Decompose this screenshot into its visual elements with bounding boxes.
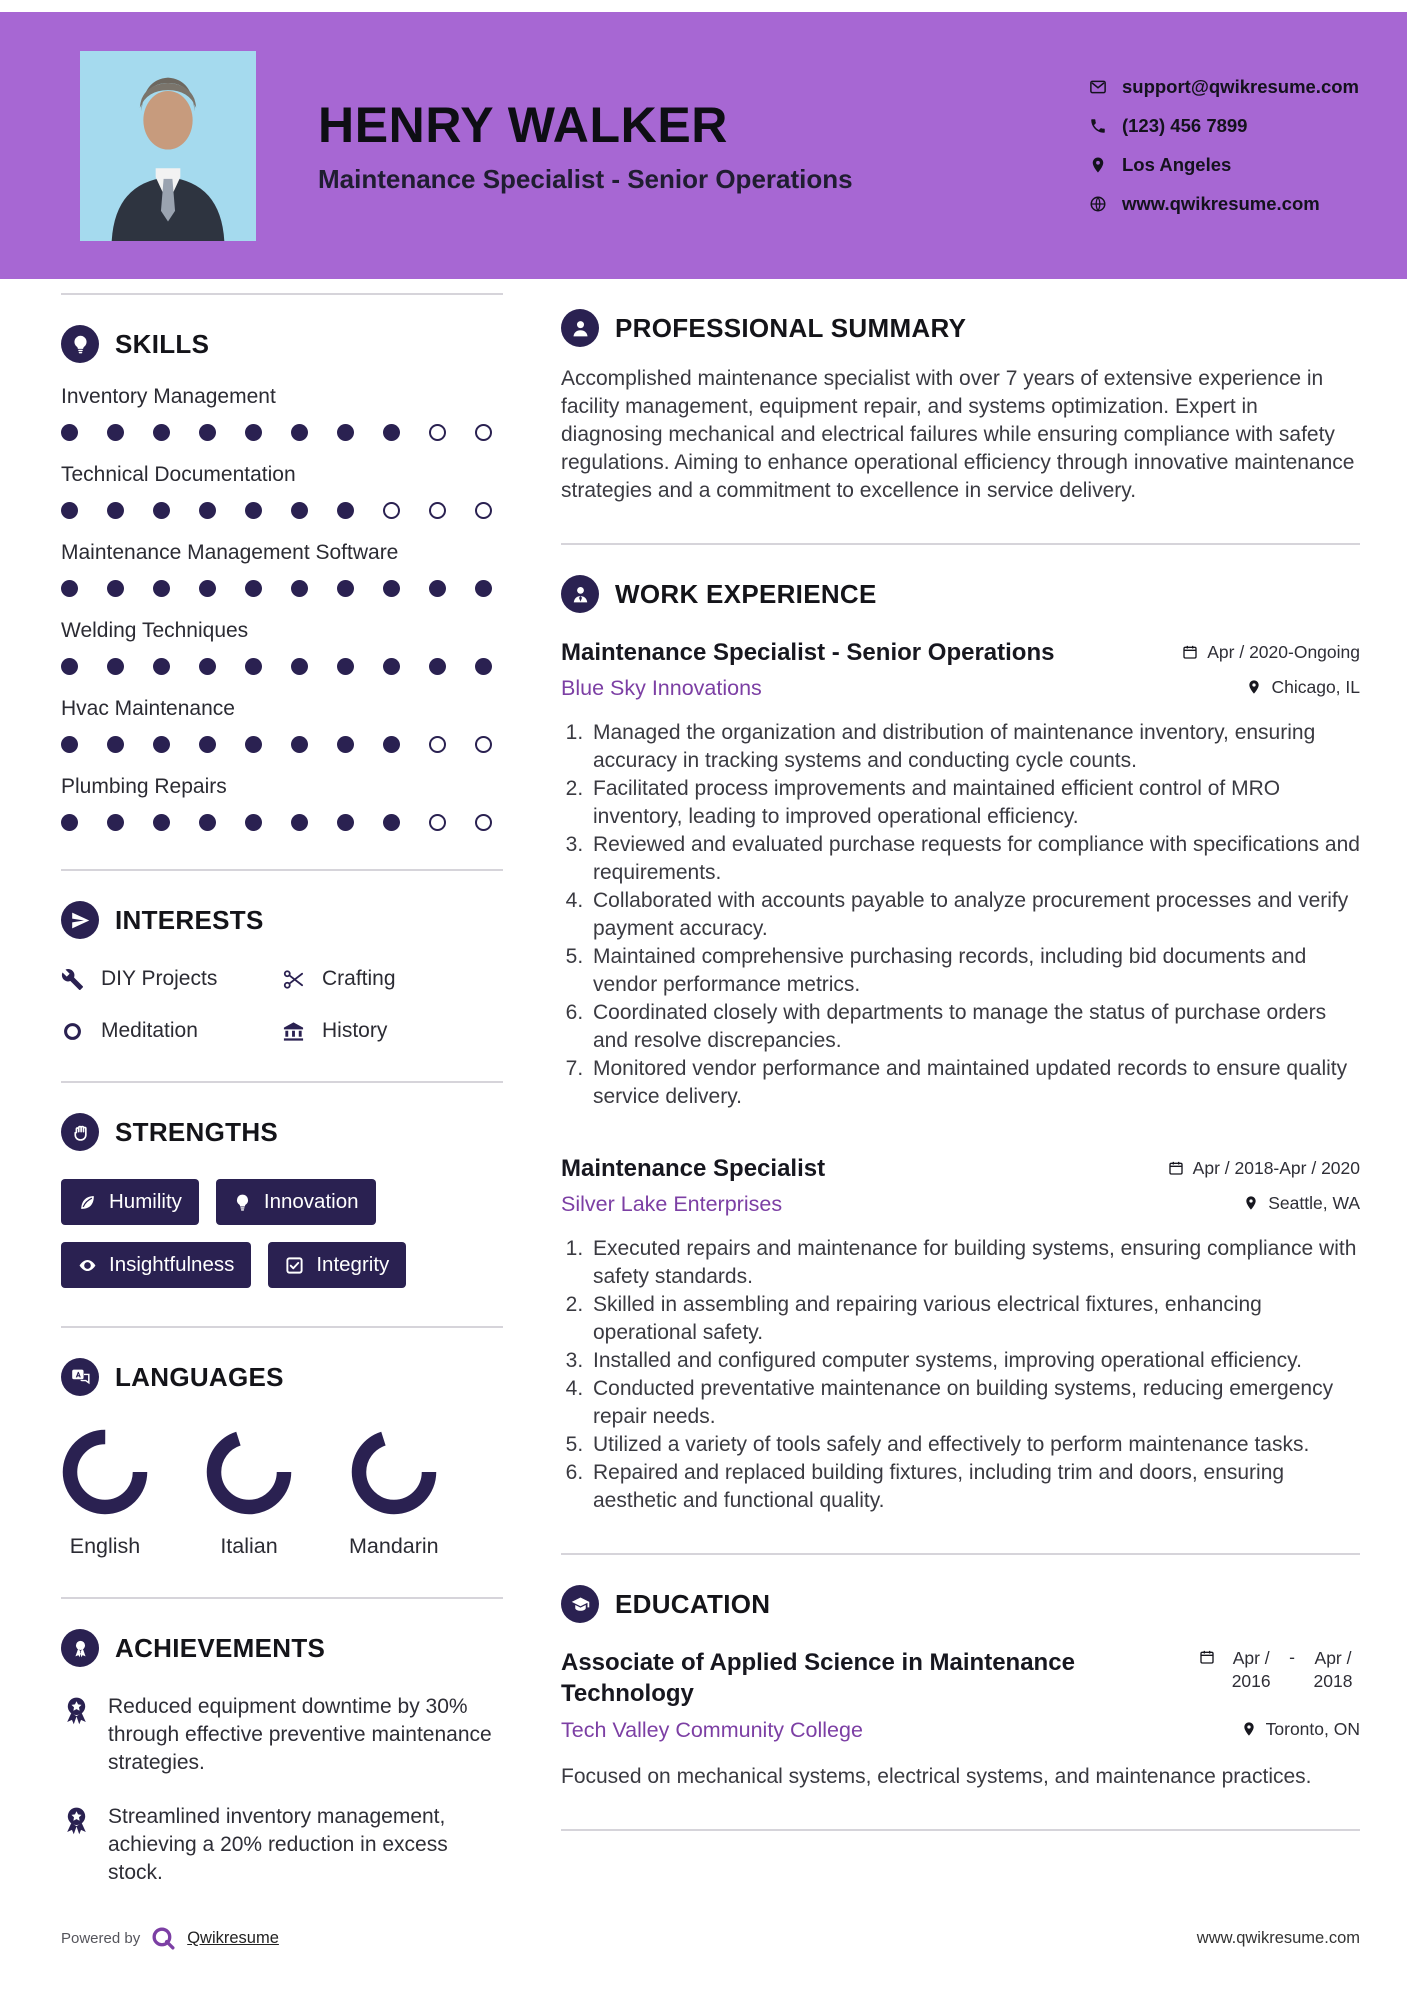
language-label: Mandarin <box>349 1534 439 1558</box>
skill-rating-dot <box>61 658 78 675</box>
skill-rating <box>61 580 503 597</box>
skill-item <box>61 775 503 831</box>
skill-rating <box>61 814 503 831</box>
contact-row <box>1089 154 1359 176</box>
skill-rating-dot <box>291 502 308 519</box>
job-bullet: 4. Conducted preventative maintenance on building systems, reducing emergency repair needs. <box>589 1375 1360 1431</box>
skill-item <box>61 619 503 675</box>
skill-rating-dot <box>245 580 262 597</box>
skill-item <box>61 385 503 441</box>
skill-rating-dot <box>107 736 124 753</box>
sidebar <box>61 279 503 1990</box>
divider <box>61 869 503 871</box>
skill-rating-dot <box>153 424 170 441</box>
education-location: Toronto, ON <box>1241 1719 1360 1740</box>
bank-icon <box>282 1020 305 1043</box>
footer <box>61 1925 1360 1952</box>
skill-label: Technical Documentation <box>61 463 296 486</box>
skill-rating-dot <box>291 580 308 597</box>
skills-header <box>61 325 503 363</box>
education-dates <box>1199 1647 1360 1693</box>
language-icon <box>61 1358 99 1396</box>
language-item <box>349 1428 439 1559</box>
strength-badge <box>61 1242 251 1288</box>
job-bullet: 1. Executed repairs and maintenance for building systems, ensuring compliance with safety standards. <box>589 1235 1360 1291</box>
education-date-start: Apr / 2016 <box>1231 1648 1271 1691</box>
skill-rating-dot <box>429 424 446 441</box>
job-bullet: 4. Collaborated with accounts payable to analyze procurement processes and verify payment accuracy. <box>589 887 1360 943</box>
contact-row <box>1089 193 1359 215</box>
contact-text: support@qwikresume.com <box>1121 76 1359 97</box>
main-column <box>561 279 1360 1990</box>
interests-section <box>61 901 503 1043</box>
wrench-icon <box>61 968 84 991</box>
degree-title: Associate of Applied Science in Maintenance Technology <box>561 1649 1075 1707</box>
location-icon <box>1089 156 1107 174</box>
skill-rating-dot <box>199 814 216 831</box>
strength-label: Innovation <box>263 1190 359 1213</box>
language-level-ring <box>205 1428 293 1516</box>
job-sub-row <box>561 1192 1360 1217</box>
paper-plane-icon <box>61 901 99 939</box>
person-icon <box>561 309 599 347</box>
divider <box>61 1081 503 1083</box>
skill-rating-dot <box>61 502 78 519</box>
skill-rating-dot <box>383 658 400 675</box>
person-tie-icon <box>561 575 599 613</box>
skill-rating-dot <box>383 424 400 441</box>
skill-rating-dot <box>429 658 446 675</box>
job-bullet: 1. Managed the organization and distribution of maintenance inventory, ensuring accuracy in tracking systems and conducting cycle counts. <box>589 719 1360 775</box>
skill-rating-dot <box>337 736 354 753</box>
skill-rating <box>61 658 503 675</box>
job-bullet: 6. Repaired and replaced building fixtures, including trim and doors, ensuring aesthetic and functional quality. <box>589 1459 1360 1515</box>
skill-rating-dot <box>291 814 308 831</box>
skill-rating-dot <box>475 502 492 519</box>
skill-rating-dot <box>291 424 308 441</box>
strengths-section <box>61 1113 503 1288</box>
skill-label: Maintenance Management Software <box>61 541 399 564</box>
language-level-ring <box>350 1428 438 1516</box>
education-title: EDUCATION <box>615 1588 771 1619</box>
date-separator: - <box>1289 1647 1295 1667</box>
skill-rating <box>61 502 503 519</box>
pin-icon <box>1241 1721 1257 1737</box>
job-role: Maintenance Specialist - Senior Operations <box>561 639 1055 666</box>
skill-rating-dot <box>61 580 78 597</box>
achievement-item <box>61 1803 503 1887</box>
badge-star-icon <box>61 1805 92 1887</box>
skill-rating-dot <box>153 658 170 675</box>
job-location: Chicago, IL <box>1246 677 1360 698</box>
education-top-row <box>561 1647 1360 1709</box>
education-section <box>561 1585 1360 1791</box>
job-bullet: 3. Reviewed and evaluated purchase requests for compliance with specifications and requirements. <box>589 831 1360 887</box>
achievement-text: Reduced equipment downtime by 30% through effective preventive maintenance strategies. <box>108 1695 492 1774</box>
job-company: Silver Lake Enterprises <box>561 1192 783 1216</box>
identity-block <box>318 96 853 195</box>
job-dates: Apr / 2020-Ongoing <box>1182 642 1360 663</box>
job-bullet: 5. Maintained comprehensive purchasing records, including bid documents and vendor performance metrics. <box>589 943 1360 999</box>
strengths-header <box>61 1113 503 1151</box>
contact-text: www.qwikresume.com <box>1121 193 1320 214</box>
person-title: Maintenance Specialist - Senior Operations <box>318 164 853 194</box>
achievements-list <box>61 1693 503 1887</box>
qwikresume-link[interactable]: Qwikresume <box>187 1929 279 1947</box>
skill-rating-dot <box>475 814 492 831</box>
job-role: Maintenance Specialist <box>561 1155 826 1182</box>
interests-title: INTERESTS <box>115 904 264 935</box>
education-date-end: Apr / 2018 <box>1313 1648 1353 1691</box>
bulb-icon <box>61 325 99 363</box>
badge-star-icon <box>61 1695 92 1777</box>
languages-list <box>61 1428 503 1559</box>
scissors-icon <box>282 968 305 991</box>
skill-rating-dot <box>383 580 400 597</box>
interest-label: History <box>322 1019 388 1042</box>
job-bullet: 6. Coordinated closely with departments to manage the status of purchase orders and resolve discrepancies. <box>589 999 1360 1055</box>
language-label: Italian <box>220 1534 278 1558</box>
job-top-row <box>561 639 1360 667</box>
strength-label: Integrity <box>316 1253 390 1276</box>
skill-rating <box>61 736 503 753</box>
divider <box>61 1597 503 1599</box>
header-band <box>0 12 1407 279</box>
skill-rating-dot <box>245 658 262 675</box>
skill-item <box>61 541 503 597</box>
language-level-ring <box>61 1428 149 1516</box>
skill-label: Inventory Management <box>61 385 276 408</box>
job-bullet: 3. Installed and configured computer systems, improving operational efficiency. <box>589 1347 1360 1375</box>
skill-rating-dot <box>199 580 216 597</box>
interest-label: Meditation <box>101 1019 198 1042</box>
education-header <box>561 1585 1360 1623</box>
globe-icon <box>1089 195 1107 213</box>
achievements-header <box>61 1629 503 1667</box>
languages-title: LANGUAGES <box>115 1361 284 1392</box>
skill-label: Plumbing Repairs <box>61 775 227 798</box>
skill-rating-dot <box>153 814 170 831</box>
avatar <box>80 51 256 241</box>
interest-item <box>282 967 503 991</box>
skill-rating-dot <box>245 502 262 519</box>
language-item <box>205 1428 293 1559</box>
skill-rating-dot <box>429 736 446 753</box>
skill-rating-dot <box>337 658 354 675</box>
skill-rating-dot <box>153 580 170 597</box>
skills-list <box>61 385 503 831</box>
ring-icon <box>61 1020 84 1043</box>
interest-item <box>282 1019 503 1043</box>
job-company: Blue Sky Innovations <box>561 676 762 700</box>
skill-rating-dot <box>61 736 78 753</box>
strengths-list <box>61 1179 503 1288</box>
contact-block <box>1089 76 1359 215</box>
skill-rating-dot <box>245 814 262 831</box>
person-name: HENRY WALKER <box>318 97 729 153</box>
pin-icon <box>1243 1195 1259 1211</box>
profile-photo <box>80 51 256 241</box>
summary-section <box>561 309 1360 505</box>
skill-rating-dot <box>199 736 216 753</box>
divider <box>61 293 503 295</box>
language-item <box>61 1428 149 1559</box>
skill-rating-dot <box>337 580 354 597</box>
strength-badge <box>268 1242 406 1288</box>
skill-label: Welding Techniques <box>61 619 249 642</box>
skill-rating-dot <box>383 814 400 831</box>
check-square-icon <box>285 1256 304 1275</box>
skill-rating-dot <box>383 736 400 753</box>
skill-rating-dot <box>475 658 492 675</box>
email-icon <box>1089 78 1107 96</box>
skill-rating-dot <box>291 658 308 675</box>
skill-rating-dot <box>383 502 400 519</box>
experience-section <box>561 575 1360 1515</box>
qwikresume-logo-icon <box>150 1925 177 1952</box>
skill-item <box>61 697 503 753</box>
skill-rating-dot <box>337 424 354 441</box>
school-name: Tech Valley Community College <box>561 1718 863 1742</box>
job-top-row <box>561 1155 1360 1183</box>
skill-rating-dot <box>429 502 446 519</box>
interest-label: Crafting <box>322 967 396 990</box>
job-bullets <box>561 1235 1360 1515</box>
skill-rating-dot <box>245 424 262 441</box>
job-entry <box>561 639 1360 1111</box>
summary-title: PROFESSIONAL SUMMARY <box>615 312 967 343</box>
skill-rating-dot <box>199 502 216 519</box>
job-sub-row <box>561 676 1360 701</box>
skill-rating <box>61 424 503 441</box>
contact-text: Los Angeles <box>1121 154 1232 175</box>
strength-label: Humility <box>109 1190 182 1213</box>
skill-rating-dot <box>107 424 124 441</box>
strengths-title: STRENGTHS <box>115 1116 279 1147</box>
skill-rating-dot <box>429 814 446 831</box>
achievements-title: ACHIEVEMENTS <box>115 1632 326 1663</box>
skill-rating-dot <box>107 658 124 675</box>
skill-rating-dot <box>337 502 354 519</box>
strength-badge <box>61 1179 199 1225</box>
skill-label: Hvac Maintenance <box>61 697 235 720</box>
experience-header <box>561 575 1360 613</box>
skill-rating-dot <box>61 424 78 441</box>
skill-rating-dot <box>429 580 446 597</box>
skill-rating-dot <box>199 658 216 675</box>
languages-header <box>61 1358 503 1396</box>
achievements-section <box>61 1629 503 1887</box>
job-bullet: 5. Utilized a variety of tools safely and effectively to perform maintenance tasks. <box>589 1431 1360 1459</box>
job-bullet: 7. Monitored vendor performance and maintained updated records to ensure quality service delivery. <box>589 1055 1360 1111</box>
summary-text: Accomplished maintenance specialist with over 7 years of extensive experience in facility management, equipment repair, and systems optimization. Expert in diagnosing mechanical and electrical failures while ensuring compliance with safety regulations. Aiming to enhance operational efficiency through innovative maintenance strategies and a commitment to excellence in service delivery. <box>561 367 1355 502</box>
powered-by-label: Powered by <box>61 1930 141 1947</box>
divider <box>61 1326 503 1328</box>
experience-title: WORK EXPERIENCE <box>615 578 877 609</box>
divider <box>561 1553 1360 1555</box>
contact-row <box>1089 76 1359 98</box>
divider <box>561 543 1360 545</box>
interests-header <box>61 901 503 939</box>
skill-rating-dot <box>337 814 354 831</box>
job-bullet: 2. Facilitated process improvements and maintained efficient control of MRO inventory, leading to improved operational efficiency. <box>589 775 1360 831</box>
skill-rating-dot <box>107 580 124 597</box>
content-columns <box>0 279 1407 1990</box>
calendar-icon <box>1168 1160 1184 1176</box>
powered-by <box>61 1925 279 1952</box>
skill-rating-dot <box>153 736 170 753</box>
job-bullet: 2. Skilled in assembling and repairing various electrical fixtures, enhancing operational safety. <box>589 1291 1360 1347</box>
summary-header <box>561 309 1360 347</box>
skill-rating-dot <box>475 736 492 753</box>
education-description: Focused on mechanical systems, electrical systems, and maintenance practices. <box>561 1765 1312 1788</box>
interest-item <box>61 967 282 991</box>
strength-badge <box>216 1179 376 1225</box>
interests-list <box>61 967 503 1043</box>
divider <box>561 1829 1360 1831</box>
skill-rating-dot <box>475 424 492 441</box>
phone-icon <box>1089 117 1107 135</box>
job-dates: Apr / 2018-Apr / 2020 <box>1168 1158 1360 1179</box>
contact-row <box>1089 115 1359 137</box>
bulb-icon <box>233 1193 252 1212</box>
calendar-icon <box>1182 644 1198 660</box>
job-location: Seattle, WA <box>1243 1193 1360 1214</box>
skill-item <box>61 463 503 519</box>
skills-title: SKILLS <box>115 328 210 359</box>
languages-section <box>61 1358 503 1559</box>
skill-rating-dot <box>245 736 262 753</box>
eye-icon <box>78 1256 97 1275</box>
achievement-text: Streamlined inventory management, achieving a 20% reduction in excess stock. <box>108 1805 448 1884</box>
interest-label: DIY Projects <box>101 967 218 990</box>
skill-rating-dot <box>475 580 492 597</box>
leaf-icon <box>78 1193 97 1212</box>
skill-rating-dot <box>199 424 216 441</box>
skill-rating-dot <box>153 502 170 519</box>
skill-rating-dot <box>61 814 78 831</box>
fist-icon <box>61 1113 99 1151</box>
graduation-cap-icon <box>561 1585 599 1623</box>
skill-rating-dot <box>291 736 308 753</box>
language-label: English <box>69 1534 141 1558</box>
skill-rating-dot <box>107 502 124 519</box>
contact-text: (123) 456 7899 <box>1121 115 1248 136</box>
strength-label: Insightfulness <box>109 1253 235 1276</box>
achievement-item <box>61 1693 503 1777</box>
interest-item <box>61 1019 282 1043</box>
footer-website: www.qwikresume.com <box>1196 1929 1360 1947</box>
skill-rating-dot <box>107 814 124 831</box>
calendar-icon <box>1199 1649 1215 1665</box>
skills-section <box>61 325 503 831</box>
pin-icon <box>1246 679 1262 695</box>
jobs-list <box>561 639 1360 1515</box>
medal-icon <box>61 1629 99 1667</box>
education-sub-row <box>561 1718 1360 1743</box>
job-entry <box>561 1155 1360 1515</box>
job-bullets <box>561 719 1360 1111</box>
